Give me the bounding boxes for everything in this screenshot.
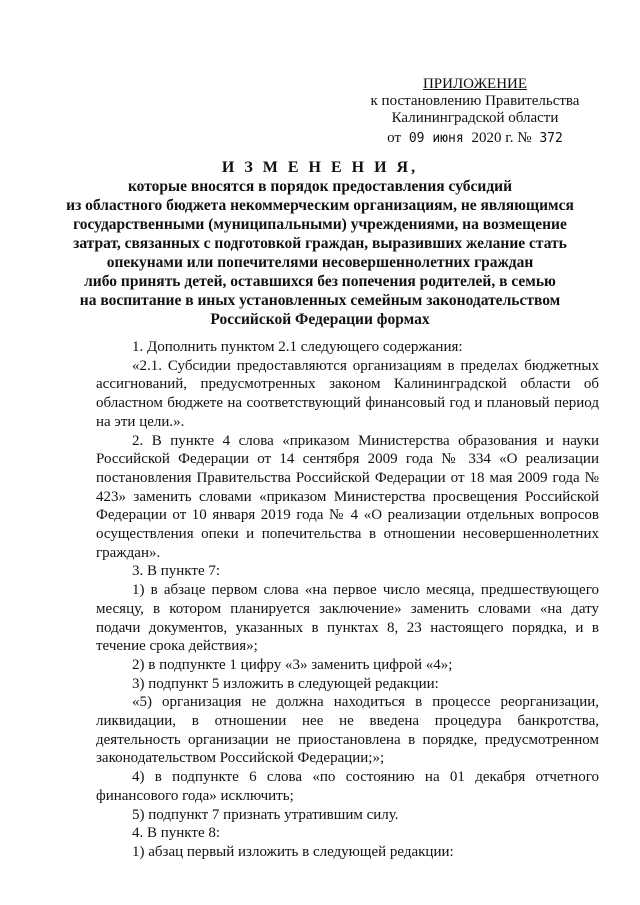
year-label: 2020 г. № (471, 130, 532, 146)
title-line: опекунами или попечителями несовершеннолетних граждан (106, 254, 534, 271)
document-body (96, 338, 599, 862)
paragraph: 5) подпункт 7 признать утратившим силу. (132, 806, 399, 823)
document-number: 372 (539, 131, 563, 146)
annex-line-2: Калининградской области (391, 110, 559, 126)
paragraph: 4. В пункте 8: (132, 825, 221, 842)
document-title (40, 158, 600, 329)
title-line: которые вносятся в порядок предоставления субсидий (127, 178, 513, 195)
title-line: Российской Федерации формах (210, 311, 430, 328)
paragraph: 1. Дополнить пунктом 2.1 следующего содержания: (132, 339, 463, 355)
annex-block (350, 76, 600, 147)
paragraph: 1) абзац первый изложить в следующей редакции: (132, 843, 454, 860)
paragraph: 3. В пункте 7: (132, 563, 221, 580)
paragraph: 1) в абзаце первом слова «на первое число месяца, предшествующего месяцу, в котором планируется заключение» заменить словами «на дату подачи документов, указанных в пунктах 8, 23 настоящего порядка, и в течение срока действия»; (96, 582, 599, 655)
title-line: либо принять детей, оставшихся без попечения родителей, в семью (84, 273, 556, 290)
annex-date-line (350, 130, 600, 147)
annex-line-1: к постановлению Правительства (370, 93, 580, 109)
paragraph: «5) организация не должна находиться в процессе реорганизации, ликвидации, в отношении нее не введена процедура банкротства, деятельность организации не приостановлена в порядке, предусмотренном законодательством Российской Федерации;»; (96, 694, 599, 767)
date-value: 09 июня (408, 131, 464, 146)
paragraph: 3) подпункт 5 изложить в следующей редакции: (132, 675, 439, 692)
paragraph: «2.1. Субсидии предоставляются организациям в пределах бюджетных ассигнований, предусмотренных законом Калининградской области об областном бюджете на соответствующий финансовый год и плановый период на эти цели.». (96, 357, 599, 430)
title-line: из областного бюджета некоммерческим организациям, не являющимся (66, 197, 574, 214)
paragraph: 4) в подпункте 6 слова «по состоянию на 01 декабря отчетного финансового года» исключить; (96, 769, 599, 804)
title-line: на воспитание в иных установленных семейным законодательством (79, 292, 561, 309)
title-line: затрат, связанных с подготовкой граждан, выразивших желание стать (73, 235, 567, 252)
paragraph: 2) в подпункте 1 цифру «3» заменить цифрой «4»; (132, 656, 453, 673)
title-main: И З М Е Н Е Н И Я, (221, 159, 419, 176)
date-label: от (387, 130, 402, 146)
title-line: государственными (муниципальными) учреждениями, на возмещение (73, 216, 567, 233)
annex-heading: ПРИЛОЖЕНИЕ (422, 76, 528, 92)
paragraph: 2. В пункте 4 слова «приказом Министерства образования и науки Российской Федерации от 14 сентября 2009 года № 334 «О реализации постановления Правительства Российской Федерации от 18 мая 2009 года № 423» заменить словами «приказом Министерства просвещения Российской Федерации от 10 января 2019 года № 4 «О реализации отдельных вопросов осуществления опеки и попечительства в отношении несовершеннолетних граждан». (96, 432, 599, 561)
